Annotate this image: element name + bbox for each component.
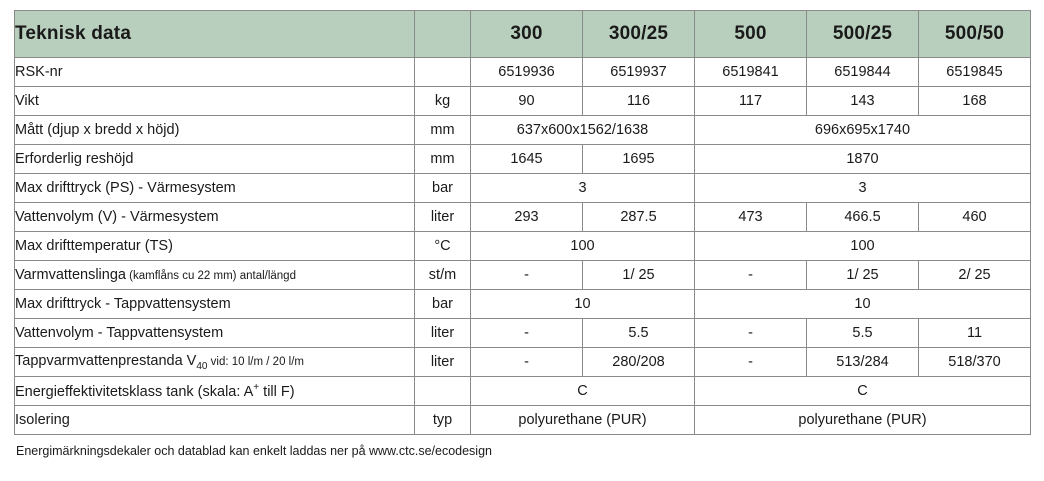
table-body: [15, 58, 1031, 435]
row-unit: mm: [415, 145, 471, 174]
row-label: Mått (djup x bredd x höjd): [15, 116, 415, 145]
row-label: Vattenvolym (V) - Värmesystem: [15, 203, 415, 232]
table-row: [15, 232, 1031, 261]
header-row: [15, 11, 1031, 58]
row-value: polyurethane (PUR): [471, 406, 695, 435]
row-value: -: [695, 319, 807, 348]
table-header: [15, 11, 1031, 58]
row-value: 100: [695, 232, 1031, 261]
table-row: [15, 377, 1031, 406]
row-value: -: [471, 348, 583, 377]
row-value: 6519844: [807, 58, 919, 87]
row-value: -: [471, 319, 583, 348]
table-row: [15, 174, 1031, 203]
row-value: 518/370: [919, 348, 1031, 377]
row-value: 1/ 25: [583, 261, 695, 290]
row-value: 287.5: [583, 203, 695, 232]
table-row: [15, 87, 1031, 116]
row-unit: °C: [415, 232, 471, 261]
row-value: polyurethane (PUR): [695, 406, 1031, 435]
row-unit: liter: [415, 203, 471, 232]
table-row: [15, 203, 1031, 232]
table-row: [15, 58, 1031, 87]
row-value: 473: [695, 203, 807, 232]
row-value: 10: [471, 290, 695, 319]
row-value: 117: [695, 87, 807, 116]
row-value: 5.5: [807, 319, 919, 348]
model-header-300-25: 300/25: [583, 11, 695, 58]
row-value: -: [695, 348, 807, 377]
label-note: vid: 10 l/m / 20 l/m: [207, 355, 304, 368]
row-unit: liter: [415, 348, 471, 377]
row-value: 1870: [695, 145, 1031, 174]
row-value: 168: [919, 87, 1031, 116]
model-header-500: 500: [695, 11, 807, 58]
row-value: 696x695x1740: [695, 116, 1031, 145]
row-value: 1/ 25: [807, 261, 919, 290]
row-label: RSK-nr: [15, 58, 415, 87]
footnote-text: Energimärkningsdekaler och datablad kan enkelt laddas ner på www.ctc.se/ecodesign: [16, 444, 492, 458]
label-subscript: 40: [196, 360, 208, 372]
model-header-500-25: 500/25: [807, 11, 919, 58]
table-row: [15, 116, 1031, 145]
row-unit: typ: [415, 406, 471, 435]
label-note: (kamflåns cu 22 mm) antal/längd: [125, 270, 296, 282]
row-value: 6519841: [695, 58, 807, 87]
row-value: 1645: [471, 145, 583, 174]
row-value: 3: [471, 174, 695, 203]
row-label: Varmvattenslinga (kamflåns cu 22 mm) antal/längd: [15, 261, 415, 290]
row-unit: liter: [415, 319, 471, 348]
row-unit: mm: [415, 116, 471, 145]
row-unit: st/m: [415, 261, 471, 290]
table-row: [15, 348, 1031, 377]
row-value: 116: [583, 87, 695, 116]
row-label: Erforderlig reshöjd: [15, 145, 415, 174]
row-value: 293: [471, 203, 583, 232]
row-value: 280/208: [583, 348, 695, 377]
row-value: 90: [471, 87, 583, 116]
row-unit: [415, 58, 471, 87]
row-unit: kg: [415, 87, 471, 116]
row-label: Max drifttemperatur (TS): [15, 232, 415, 261]
row-label: Vattenvolym - Tappvattensystem: [15, 319, 415, 348]
row-value: 460: [919, 203, 1031, 232]
row-value: 3: [695, 174, 1031, 203]
model-header-500-50: 500/50: [919, 11, 1031, 58]
row-label: Energieffektivitetsklass tank (skala: A+ till F): [15, 377, 415, 406]
row-value: -: [695, 261, 807, 290]
technical-data-table: [14, 10, 1031, 435]
row-value: 513/284: [807, 348, 919, 377]
row-value: C: [471, 377, 695, 406]
table-row: [15, 145, 1031, 174]
table-row: [15, 261, 1031, 290]
row-label: Max drifttryck (PS) - Värmesystem: [15, 174, 415, 203]
row-value: C: [695, 377, 1031, 406]
row-unit: [415, 377, 471, 406]
row-label: Max drifttryck - Tappvattensystem: [15, 290, 415, 319]
row-value: 2/ 25: [919, 261, 1031, 290]
table-row: [15, 319, 1031, 348]
row-label: Vikt: [15, 87, 415, 116]
row-label: Tappvarmvattenprestanda $V_{40}$ vid: 10 l/m / 20 l/m: [15, 348, 415, 377]
table-row: [15, 290, 1031, 319]
row-value: 11: [919, 319, 1031, 348]
unit-column-header: [415, 11, 471, 58]
row-unit: bar: [415, 174, 471, 203]
row-value: -: [471, 261, 583, 290]
row-label: Isolering: [15, 406, 415, 435]
row-value: 637x600x1562/1638: [471, 116, 695, 145]
row-value: 143: [807, 87, 919, 116]
label-superscript: +: [253, 382, 260, 394]
row-value: 100: [471, 232, 695, 261]
table-title: Teknisk data: [15, 11, 415, 58]
row-value: 5.5: [583, 319, 695, 348]
row-value: 466.5: [807, 203, 919, 232]
row-unit: bar: [415, 290, 471, 319]
table-row: [15, 406, 1031, 435]
row-value: 10: [695, 290, 1031, 319]
row-value: 6519845: [919, 58, 1031, 87]
row-value: 6519937: [583, 58, 695, 87]
row-value: 1695: [583, 145, 695, 174]
row-value: 6519936: [471, 58, 583, 87]
model-header-300: 300: [471, 11, 583, 58]
